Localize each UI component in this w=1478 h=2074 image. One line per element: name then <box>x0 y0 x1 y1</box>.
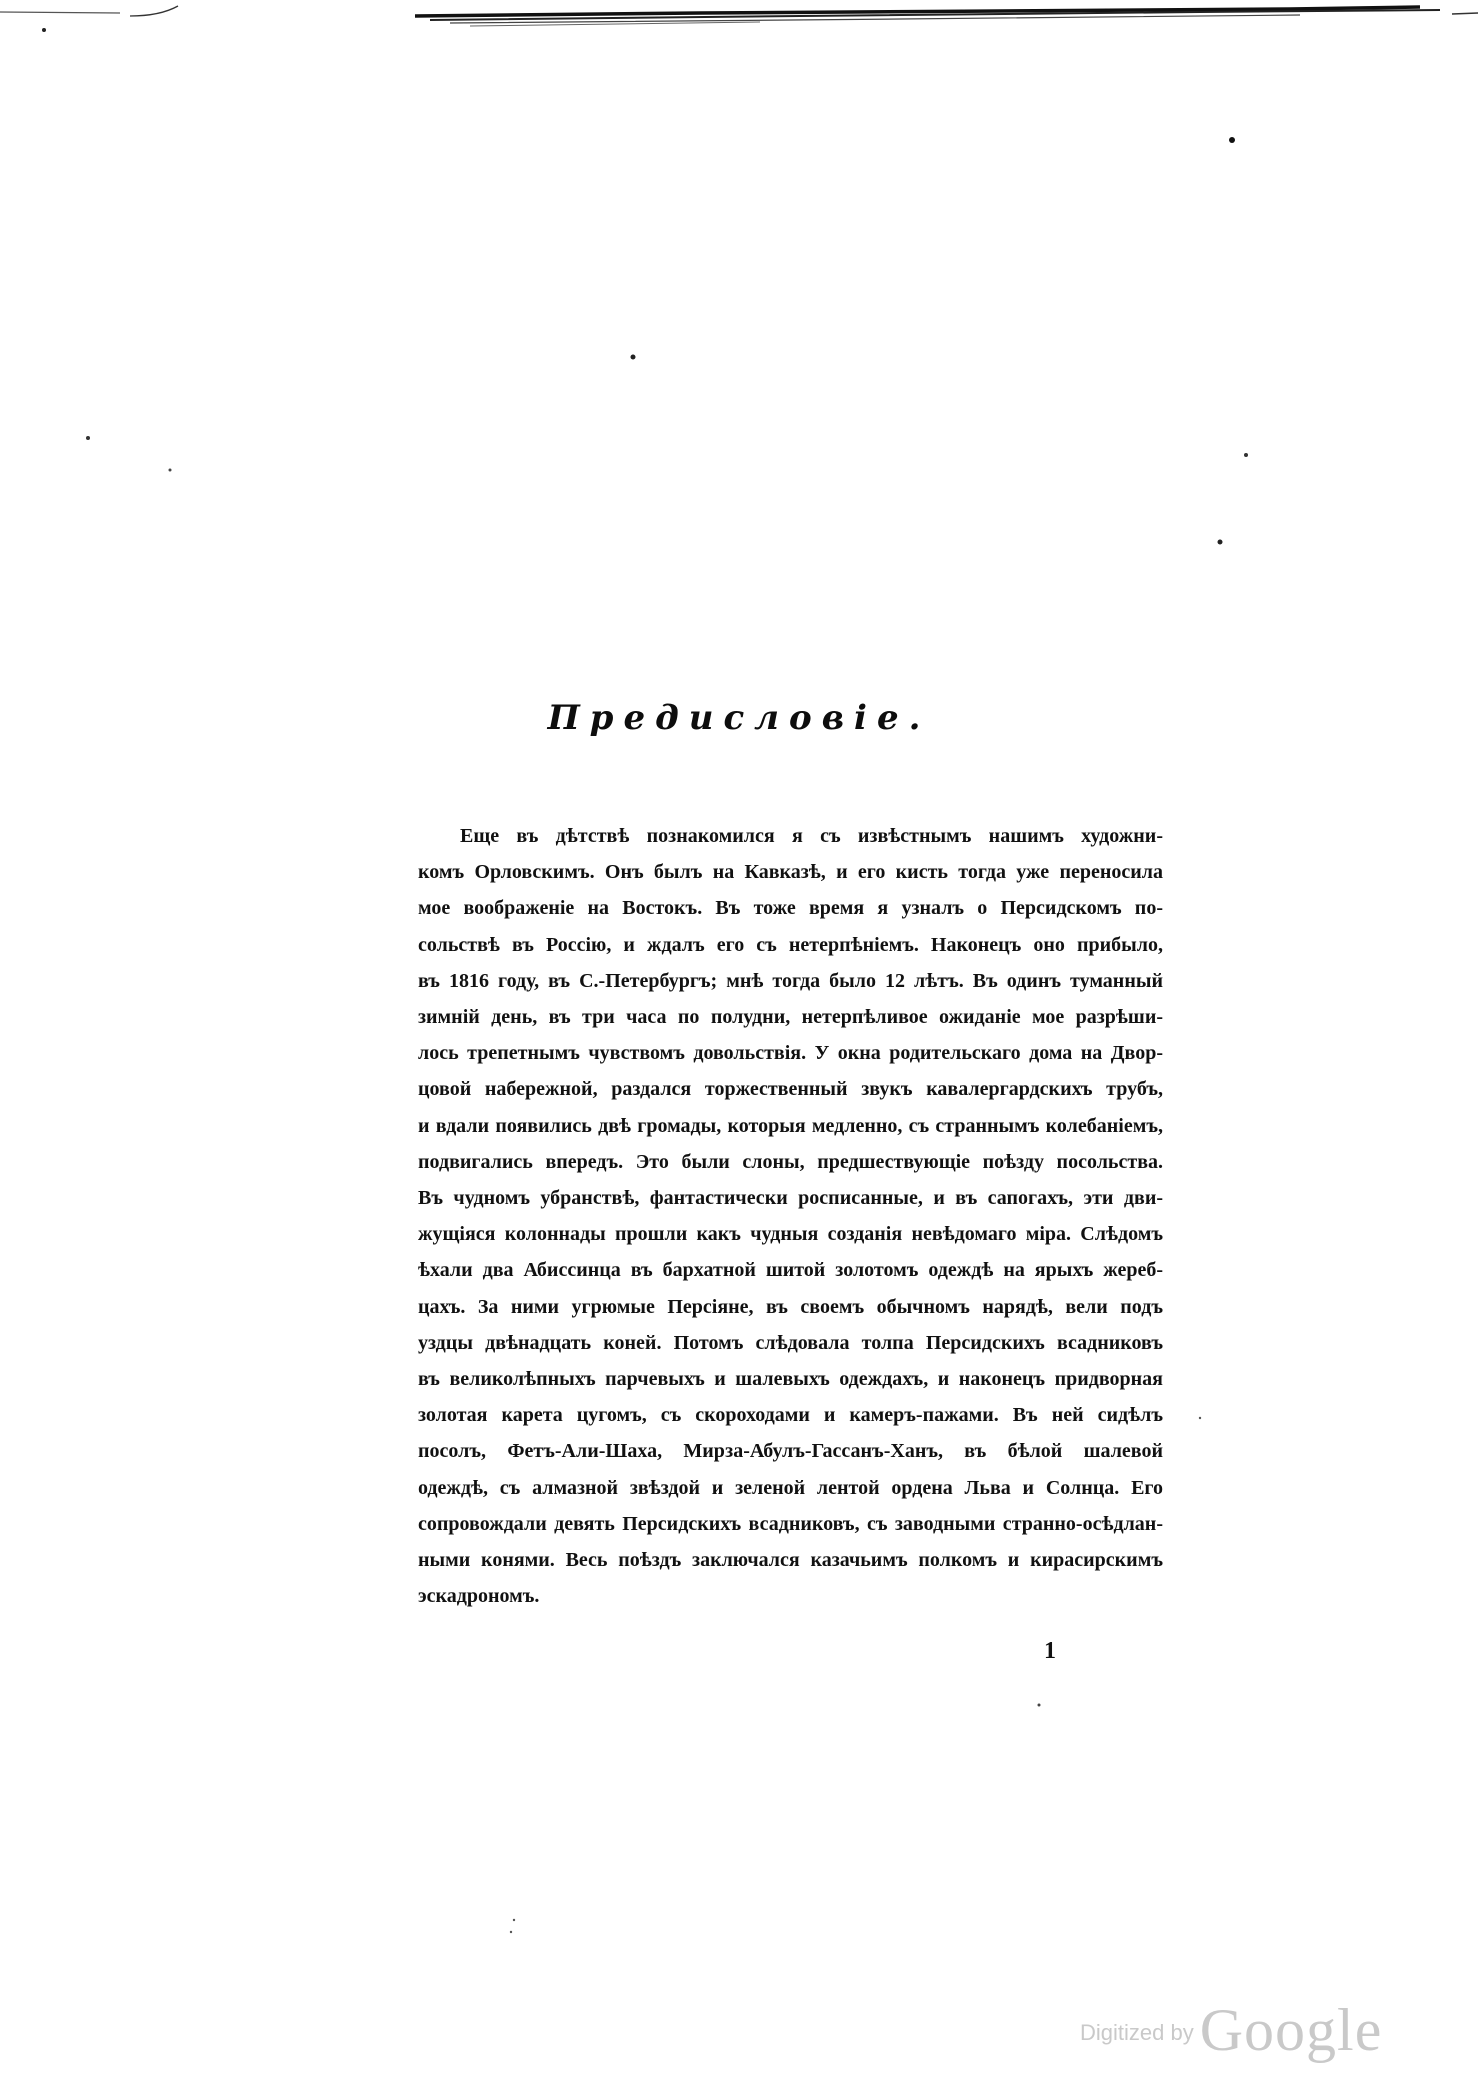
watermark-prefix: Digitized by <box>1080 2020 1194 2045</box>
text-line: мое воображеніе на Востокъ. Въ тоже время я узналъ о Персидскомъ по- <box>418 897 1163 920</box>
text-line: сопровождали девять Персидскихъ всадниковъ, съ заводными странно-осѣдлан- <box>418 1512 1163 1535</box>
text-line: одеждѣ, съ алмазной звѣздой и зеленой лентой ордена Льва и Солнца. Его <box>418 1476 1163 1499</box>
text-line: цахъ. За ними угрюмые Персіяне, въ своемъ обычномъ нарядѣ, вели подъ <box>418 1295 1163 1318</box>
text-line: жущіяся колоннады прошли какъ чудныя созданія невѣдомаго міра. Слѣдомъ <box>418 1223 1163 1246</box>
text-line: эскадрономъ. <box>418 1585 540 1608</box>
text-line: ѣхали два Абиссинца въ бархатной шитой золотомъ одеждѣ на ярыхъ жереб- <box>418 1259 1163 1282</box>
text-line: Еще въ дѣтствѣ познакомился я съ извѣстнымъ нашимъ художни- <box>460 825 1163 847</box>
text-line: въ 1816 году, въ С.-Петербургъ; мнѣ тогда было 12 лѣтъ. Въ одинъ туманный <box>418 969 1163 992</box>
text-line: зимній день, въ три часа по полудни, нетерпѣливое ожиданіе мое разрѣши- <box>418 1006 1163 1029</box>
page-number: 1 <box>1044 1638 1056 1664</box>
text-line: ными конями. Весь поѣздъ заключался казачьимъ полкомъ и кирасирскимъ <box>418 1549 1163 1572</box>
text-line: Въ чудномъ убранствѣ, фантастически росписанные, и въ сапогахъ, эти дви- <box>418 1187 1163 1210</box>
page-title: Предисловіе. <box>547 698 931 738</box>
text-line: въ великолѣпныхъ парчевыхъ и шалевыхъ одеждахъ, и наконецъ придворная <box>418 1368 1163 1391</box>
text-line: посолъ, Фетъ-Али-Шаха, Мирза-Абулъ-Гассанъ-Ханъ, въ бѣлой шалевой <box>418 1440 1163 1463</box>
text-line: подвигались впередъ. Это были слоны, предшествующіе поѣзду посольства. <box>418 1150 1163 1173</box>
text-line: цовой набережной, раздался торжественный звукъ кавалергардскихъ трубъ, <box>418 1078 1163 1101</box>
text-line: золотая карета цугомъ, съ скороходами и камеръ-пажами. Въ ней сидѣлъ <box>418 1404 1163 1427</box>
text-line: и вдали появились двѣ громады, которыя медленно, съ страннымъ колебаніемъ, <box>418 1114 1163 1137</box>
google-logo: Google <box>1199 1997 1383 2063</box>
text-line: лось трепетнымъ чувствомъ довольствія. У окна родительскаго дома на Двор- <box>418 1042 1163 1065</box>
body-paragraph <box>418 818 1163 1614</box>
text-line: сольствѣ въ Россію, и ждалъ его съ нетерпѣніемъ. Наконецъ оно прибыло, <box>418 933 1163 956</box>
text-line: комъ Орловскимъ. Онъ былъ на Кавказѣ, и его кисть тогда уже переносила <box>418 861 1163 884</box>
digitized-watermark <box>1080 1996 1382 2066</box>
text-line: уздцы двѣнадцать коней. Потомъ слѣдовала толпа Персидскихъ всадниковъ <box>418 1331 1163 1354</box>
